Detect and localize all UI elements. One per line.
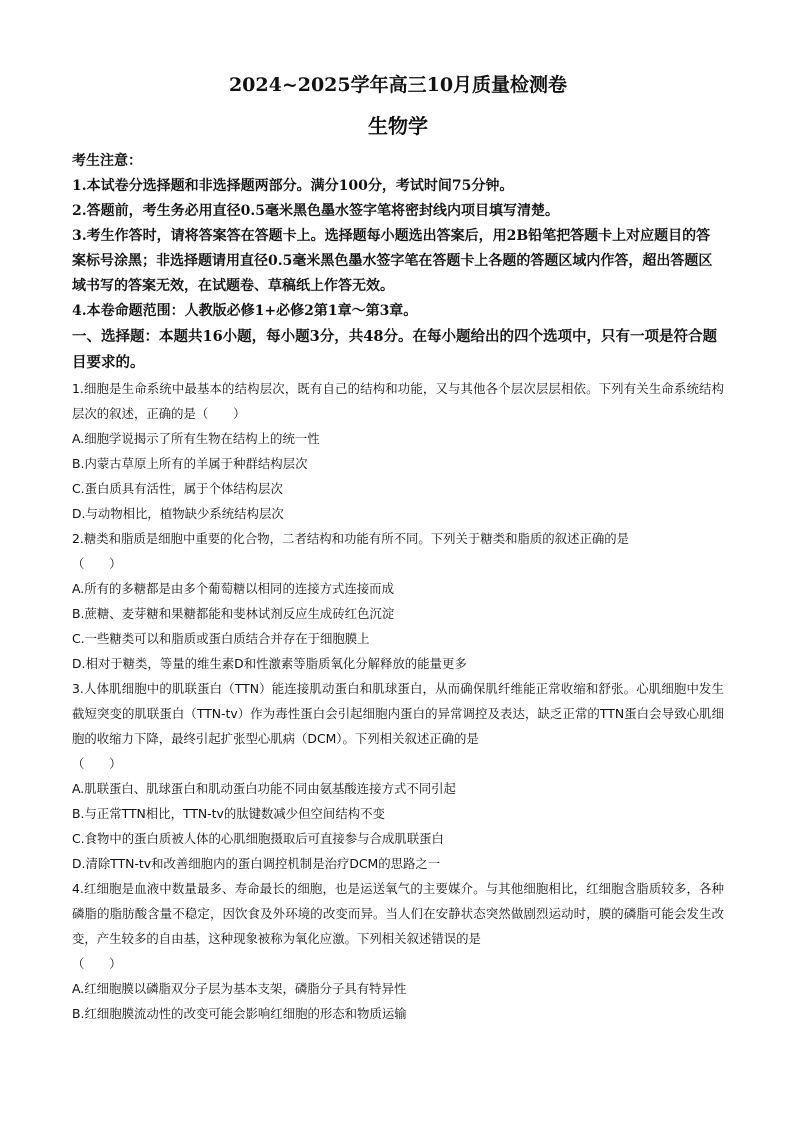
answer-blank: （ ）: [72, 556, 122, 571]
subject-title: 生物学: [368, 114, 428, 138]
option-d: D.与动物相比，植物缺少系统结构层次: [72, 506, 284, 521]
question-1: [72, 376, 724, 526]
option-c: C.食物中的蛋白质被人体的心肌细胞摄取后可直接参与合成肌联蛋白: [72, 831, 444, 846]
exam-notice: [72, 149, 724, 324]
notice-heading: 考生注意：: [72, 153, 142, 169]
question-4: [72, 876, 724, 1026]
question-stem: 4.红细胞是血液中数量最多、寿命最长的细胞，也是运送氧气的主要媒介。与其他细胞相比，红细胞含脂质较多，各种磷脂的脂肪酸含量不稳定，因饮食及外环境的改变而异。当人们在安静状态突然做剧烈运动时，膜的磷脂可能会发生改变，产生较多的自由基，这种现象被称为氧化应激。下列相关叙述错误的是: [72, 881, 724, 946]
notice-item: 4.本卷命题范围：人教版必修1+必修2第1章～第3章。: [72, 303, 418, 319]
answer-blank: （ ）: [72, 956, 122, 971]
option-a: A.红细胞膜以磷脂双分子层为基本支架，磷脂分子具有特异性: [72, 981, 407, 996]
notice-item: 1.本试卷分选择题和非选择题两部分。满分100分，考试时间75分钟。: [72, 178, 514, 194]
option-b: B.与正常TTN相比，TTN-tv的肽键数减少但空间结构不变: [72, 806, 385, 821]
option-b: B.红细胞膜流动性的改变可能会影响红细胞的形态和物质运输: [72, 1006, 407, 1021]
answer-blank: （ ）: [72, 756, 122, 771]
option-c: C.蛋白质具有活性，属于个体结构层次: [72, 481, 283, 496]
question-3: [72, 676, 724, 876]
exam-page: [72, 70, 724, 1026]
option-d: D.清除TTN-tv和改善细胞内的蛋白调控机制是治疗DCM的思路之一: [72, 856, 441, 871]
option-b: B.内蒙古草原上所有的羊属于种群结构层次: [72, 456, 308, 471]
option-c: C.一些糖类可以和脂质或蛋白质结合并存在于细胞膜上: [72, 631, 370, 646]
option-a: A.细胞学说揭示了所有生物在结构上的统一性: [72, 431, 320, 446]
question-stem: 2.糖类和脂质是细胞中重要的化合物，二者结构和功能有所不同。下列关于糖类和脂质的叙述正确的是: [72, 531, 630, 546]
section-heading: 一、选择题：本题共16小题，每小题3分，共48分。在每小题给出的四个选项中，只有一项是符合题目要求的。: [72, 328, 717, 371]
notice-item: 3.考生作答时，请将答案答在答题卡上。选择题每小题选出答案后，用2B铅笔把答题卡上对应题目的答案标号涂黑；非选择题请用直径0.5毫米黑色墨水签字笔在答题卡上各题的答题区域内作答，超出答题区域书写的答案无效，在试题卷、草稿纸上作答无效。: [72, 228, 713, 294]
notice-item: 2.答题前，考生务必用直径0.5毫米黑色墨水签字笔将密封线内项目填写清楚。: [72, 203, 559, 219]
question-list: [72, 376, 724, 1026]
option-b: B.蔗糖、麦芽糖和果糖都能和斐林试剂反应生成砖红色沉淀: [72, 606, 395, 621]
question-stem: 3.人体肌细胞中的肌联蛋白（TTN）能连接肌动蛋白和肌球蛋白，从而确保肌纤维能正常收缩和舒张。心肌细胞中发生截短突变的肌联蛋白（TTN-tv）作为毒性蛋白会引起细胞内蛋白的异常调控及表达，缺乏正常的TTN蛋白会导致心肌细胞的收缩力下降，最终引起扩张型心肌病（DCM）。下列相关叙述正确的是: [72, 681, 724, 746]
question-stem: 1.细胞是生命系统中最基本的结构层次，既有自己的结构和功能，又与其他各个层次层层相依。下列有关生命系统结构层次的叙述，正确的是（ ）: [72, 381, 724, 421]
option-a: A.肌联蛋白、肌球蛋白和肌动蛋白功能不同由氨基酸连接方式不同引起: [72, 781, 456, 796]
option-a: A.所有的多糖都是由多个葡萄糖以相同的连接方式连接而成: [72, 581, 394, 596]
question-2: [72, 526, 724, 676]
option-d: D.相对于糖类，等量的维生素D和性激素等脂质氧化分解释放的能量更多: [72, 656, 467, 671]
exam-title: 2024~2025学年高三10月质量检测卷: [228, 74, 568, 96]
